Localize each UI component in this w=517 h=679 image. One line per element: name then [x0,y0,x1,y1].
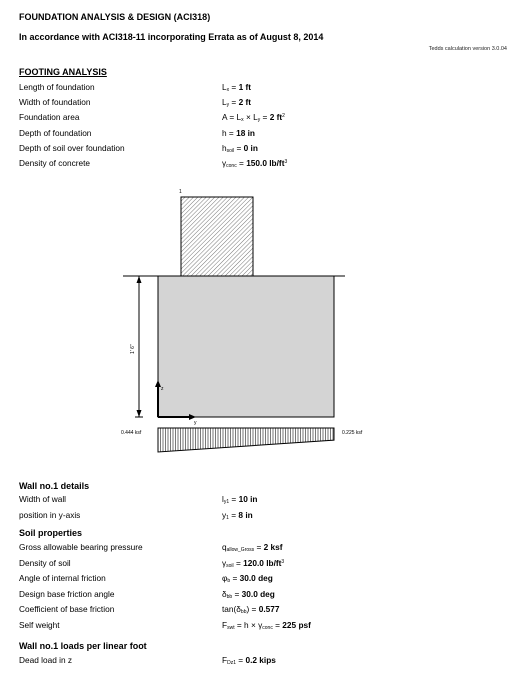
base-friction-angle-sym: δ [222,588,227,599]
wall-number-label: 1 [179,189,182,195]
foundation-area-eq: × L [243,112,258,123]
dead-load-z-value [222,655,276,666]
page-title: FOUNDATION ANALYSIS & DESIGN (ACI318) [19,12,211,22]
bearing-pressure-value [222,542,283,553]
density-of-concrete-sym: γ [222,158,227,168]
self-weight-value: 225 psf [282,619,311,630]
version-note: Tedds calculation version 3.0.04 [428,46,507,52]
footing-analysis-heading: FOOTING ANALYSIS [19,67,107,77]
width-of-wall-sub: y1 [223,499,230,505]
foundation-area-sup: 2 [282,113,285,120]
width-of-wall-label: Width of wall [19,494,67,504]
position-y-sym: y [222,509,227,520]
base-friction-coefficient-eq: ) = [246,604,259,614]
self-weight-label: Self weight [19,619,60,630]
dimension-arrow-bottom [137,410,142,417]
depth-of-soil-value: 0 in [243,142,258,153]
base-friction-coefficient-label: Coefficient of base friction [19,604,115,614]
dead-load-z-label: Dead load in z [19,655,73,665]
length-of-foundation-label: Length of foundation [19,82,95,92]
width-of-foundation-sym: L [222,97,227,108]
width-of-wall-value [222,494,258,505]
density-of-concrete-label: Density of concrete [19,158,91,168]
page-subtitle: In accordance with ACI318-11 incorporating Errata as of August 8, 2014 [19,32,324,42]
depth-of-soil-label: Depth of soil over foundation [19,142,125,153]
friction-angle-value [222,573,273,584]
width-of-foundation-eq: = [229,97,239,108]
y-axis-label: y [194,420,197,426]
width-of-foundation-sub: y [226,102,230,109]
bearing-pressure-diagram [158,428,334,452]
bearing-pressure-label: Gross allowable bearing pressure [19,542,143,552]
foundation-area-sub2: y [257,117,261,124]
width-of-foundation-value: 2 ft [238,97,252,108]
pressure-right-label: 0.225 ksf [342,430,363,436]
base-friction-coefficient-value [222,604,279,615]
base-friction-angle-label: Design base friction angle [19,588,115,599]
self-weight-value [222,620,311,631]
base-friction-coefficient-sub: bb [240,609,247,615]
depth-of-soil-sym: h [222,142,227,153]
dead-load-z-eq: = [235,655,246,665]
friction-angle-value: 30.0 deg [239,573,273,583]
width-of-wall-sym: l [222,494,224,504]
density-of-soil-sym: γ [222,557,227,568]
bearing-pressure-sub: allow_Gross [226,547,255,553]
dead-load-z-sub: Dz1 [227,660,236,666]
wall-details-heading: Wall no.1 details [19,481,90,491]
length-of-foundation-sub: x [226,87,230,93]
wall-loads-heading: Wall no.1 loads per linear foot [19,641,147,651]
bearing-pressure-value: 2 ksf [263,542,283,552]
foundation-area-sym: A = L [222,112,242,123]
base-friction-angle-eq: = [232,588,242,599]
footing-shape [158,276,334,417]
width-of-wall-eq: = [229,494,239,504]
position-y-label: position in y-axis [19,509,81,520]
foundation-area-sub: x [241,117,244,124]
self-weight-sub: swt [227,624,235,631]
friction-angle-sub: b [227,578,231,584]
length-of-foundation-value: 1 ft [238,82,252,92]
self-weight-sym: F [222,619,228,630]
depth-of-foundation-label: Depth of foundation [19,127,92,138]
pressure-left-label: 0.444 ksf [121,430,142,436]
width-of-foundation-label: Width of foundation [19,97,91,108]
bearing-pressure-eq: = [254,542,264,552]
self-weight-sub2: conc [262,624,273,631]
z-axis-label: z [161,386,164,392]
density-of-concrete-value: 150.0 lb/ft [246,158,285,168]
density-of-soil-sup: 3 [281,558,285,565]
density-of-concrete-sup: 3 [284,159,288,165]
position-y-value [222,510,253,521]
dimension-arrow-top [137,276,142,283]
dead-load-z-value: 0.2 kips [245,655,276,665]
length-of-foundation-sym: L [222,82,227,92]
base-friction-angle-value [222,589,275,600]
friction-angle-eq: = [230,573,240,583]
dimension-label: 1' 6" [130,344,136,354]
depth-of-soil-sub: soil [226,147,235,154]
density-of-soil-label: Density of soil [19,557,71,568]
density-of-soil-value: 120.0 lb/ft [243,557,282,568]
base-friction-coefficient-sym: tan(δ [222,604,241,614]
foundation-area-eq2: = [260,112,270,123]
density-of-soil-value [222,558,284,569]
length-of-foundation-eq: = [229,82,239,92]
self-weight-eq: = h × γ [234,619,263,630]
depth-of-foundation-eq: = [226,127,237,138]
width-of-wall-value: 10 in [238,494,258,504]
depth-of-foundation-sym: h [222,127,227,138]
position-y-eq: = [228,509,239,520]
depth-of-foundation-value: 18 in [236,127,256,138]
self-weight-eq2: = [272,619,283,630]
density-of-soil-eq: = [233,557,244,568]
bearing-pressure-sym: q [222,542,227,552]
friction-angle-label: Angle of internal friction [19,573,106,583]
density-of-concrete-eq: = [236,158,247,168]
soil-properties-heading: Soil properties [19,528,83,538]
foundation-area-value: 2 ft [269,112,283,123]
base-friction-coefficient-value: 0.577 [258,604,280,614]
base-friction-angle-sub: bb [226,593,233,600]
dead-load-z-sym: F [222,655,228,665]
position-y-sub: 1 [226,514,229,521]
wall-shape [181,197,253,276]
friction-angle-sym: φ [222,573,228,583]
foundation-area-label: Foundation area [19,112,80,123]
density-of-soil-sub: soil [226,562,234,569]
base-friction-angle-value: 30.0 deg [241,588,275,599]
depth-of-soil-eq: = [234,142,244,153]
position-y-value: 8 in [238,509,253,520]
density-of-concrete-sub: conc [226,163,237,169]
